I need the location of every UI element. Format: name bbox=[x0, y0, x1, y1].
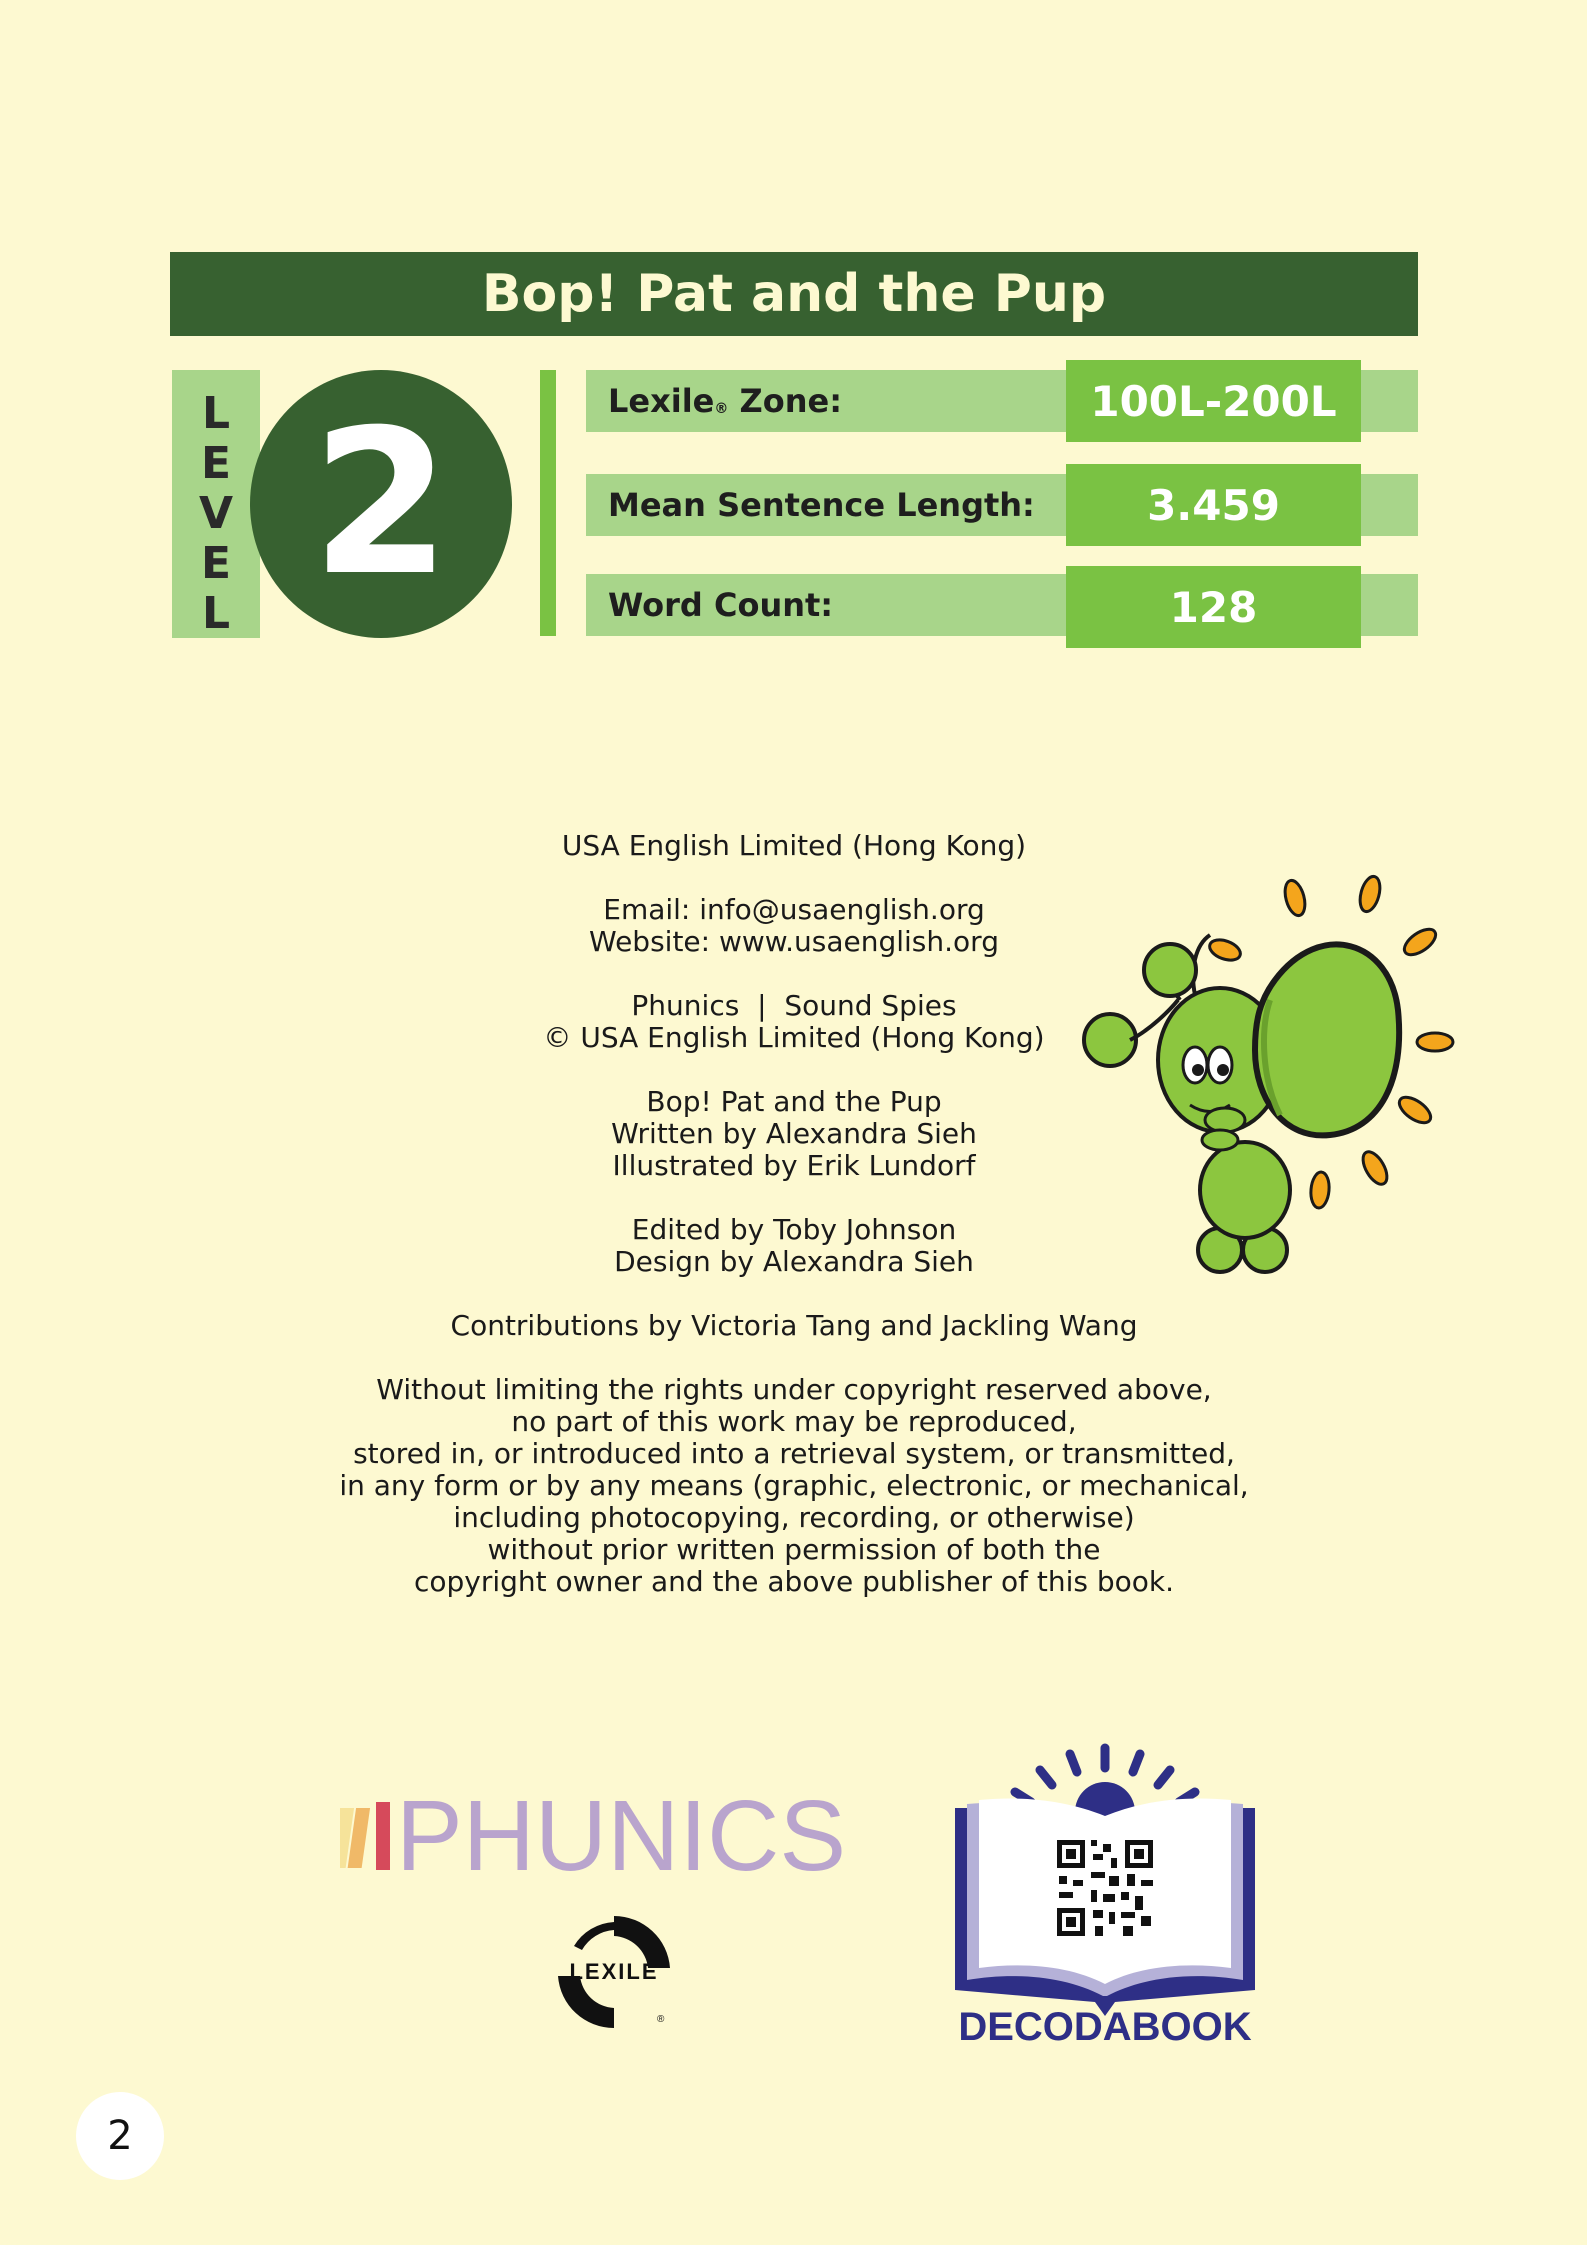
publisher-name: USA English Limited (Hong Kong) bbox=[561, 829, 1027, 862]
phunics-logo bbox=[340, 1780, 860, 1890]
rights-line: including photocopying, recording, or otherwise) bbox=[453, 1501, 1135, 1534]
stat-value-lexile: 100L-200L bbox=[1066, 360, 1361, 442]
level-letter: V bbox=[198, 488, 234, 539]
rights-line: without prior written permission of both the bbox=[487, 1533, 1101, 1566]
designer-credit: Design by Alexandra Sieh bbox=[614, 1245, 974, 1278]
level-letter: E bbox=[200, 438, 232, 489]
level-number-badge bbox=[250, 370, 512, 638]
stat-label: Word Count: bbox=[608, 586, 834, 624]
lexile-wordmark: LEXILE bbox=[569, 1959, 659, 1984]
rights-line: no part of this work may be reproduced, bbox=[511, 1405, 1077, 1438]
divider-bar bbox=[540, 370, 556, 636]
stat-value-sentence-length: 3.459 bbox=[1066, 464, 1361, 546]
lexile-registered-mark: ® bbox=[657, 2014, 665, 2025]
level-letter: E bbox=[200, 538, 232, 589]
stat-value-word-count: 128 bbox=[1066, 566, 1361, 648]
contributions-credit: Contributions by Victoria Tang and Jackling Wang bbox=[450, 1309, 1138, 1342]
level-number: 2 bbox=[311, 387, 451, 620]
website-line: Website: www.usaenglish.org bbox=[589, 925, 999, 958]
series-line: Phunics | Sound Spies bbox=[631, 989, 957, 1022]
stat-label: Mean Sentence Length: bbox=[608, 486, 1035, 524]
author-credit: Written by Alexandra Sieh bbox=[611, 1117, 977, 1150]
decodabook-logo bbox=[945, 1740, 1265, 2050]
rights-line: in any form or by any means (graphic, electronic, or mechanical, bbox=[339, 1469, 1249, 1502]
level-letter: L bbox=[201, 388, 231, 439]
rights-line: Without limiting the rights under copyright reserved above, bbox=[376, 1373, 1212, 1406]
phunics-wordmark: PHUNICS bbox=[396, 1780, 847, 1890]
page-number: 2 bbox=[76, 2092, 164, 2180]
title-bar bbox=[170, 252, 1418, 336]
copyright-line: © USA English Limited (Hong Kong) bbox=[543, 1021, 1045, 1054]
rights-line: stored in, or introduced into a retrieval system, or transmitted, bbox=[353, 1437, 1235, 1470]
mascot-bug-illustration bbox=[1070, 860, 1460, 1290]
lexile-logo bbox=[552, 1910, 677, 2035]
rights-line: copyright owner and the above publisher of this book. bbox=[413, 1565, 1175, 1598]
decodabook-wordmark: DECODABOOK bbox=[958, 2005, 1252, 2049]
level-letter: L bbox=[201, 588, 231, 639]
book-title-credit: Bop! Pat and the Pup bbox=[646, 1085, 942, 1118]
qr-code bbox=[1055, 1838, 1155, 1938]
book-title: Bop! Pat and the Pup bbox=[481, 264, 1107, 324]
level-label-strip bbox=[172, 370, 260, 638]
editor-credit: Edited by Toby Johnson bbox=[631, 1213, 957, 1246]
email-line: Email: info@usaenglish.org bbox=[603, 893, 985, 926]
stat-label: Lexile® Zone: bbox=[608, 382, 842, 420]
illustrator-credit: Illustrated by Erik Lundorf bbox=[612, 1149, 976, 1182]
